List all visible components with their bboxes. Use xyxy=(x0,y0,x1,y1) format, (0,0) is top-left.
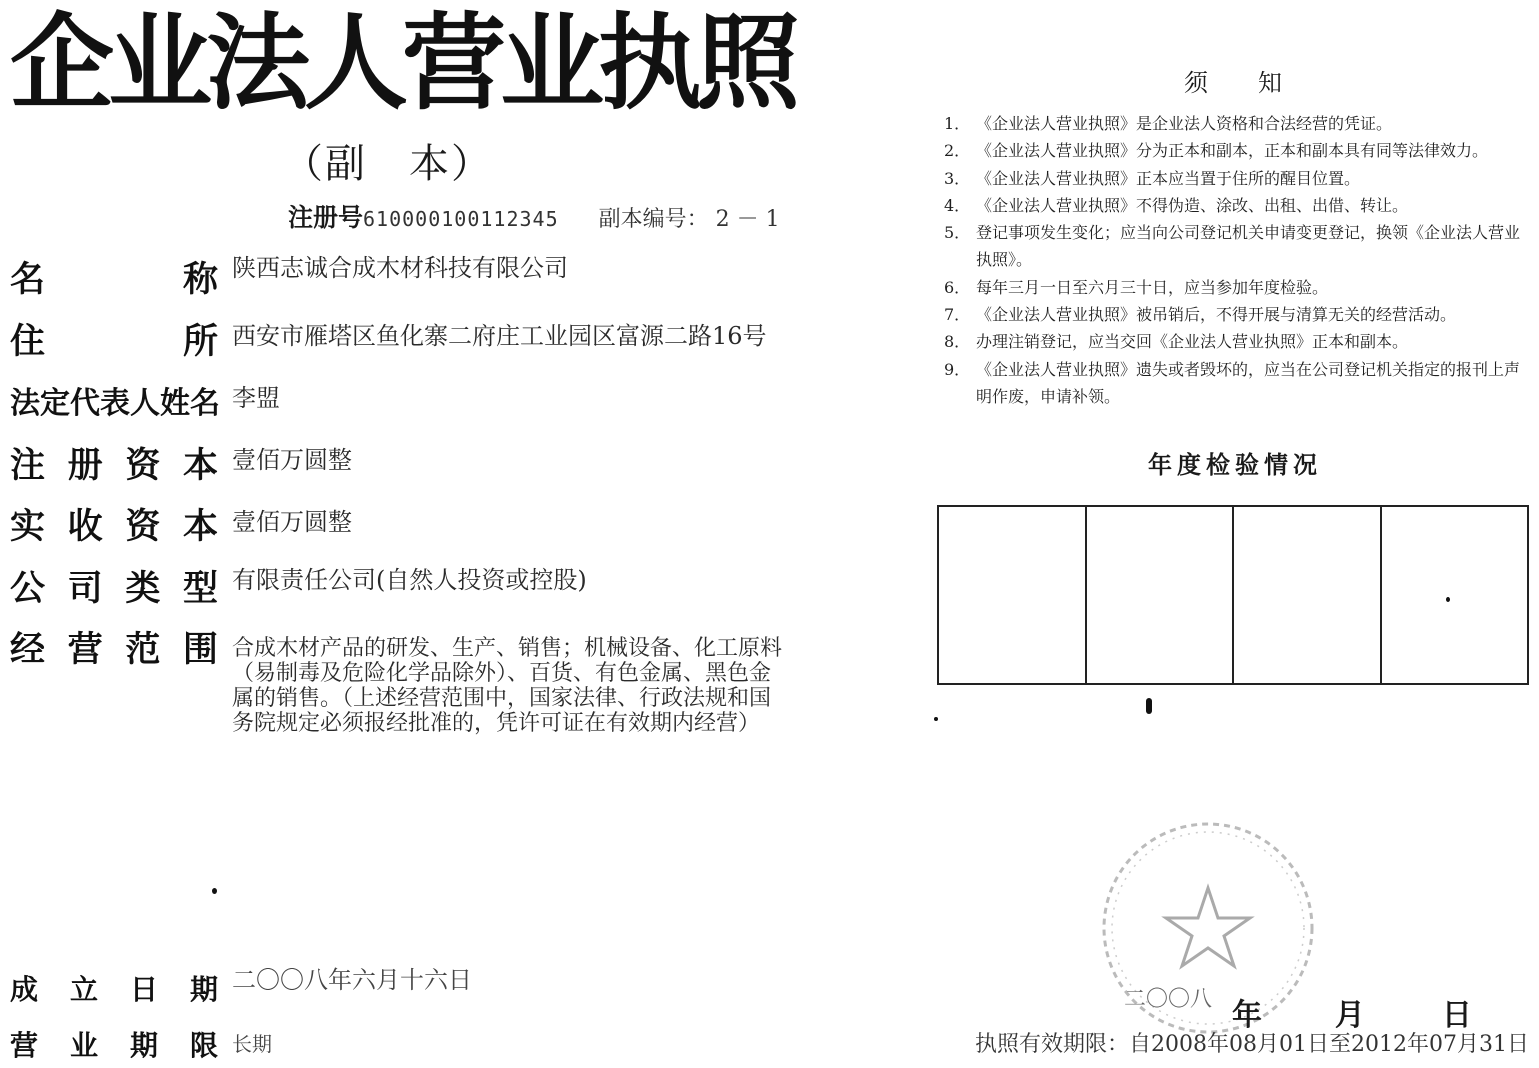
scan-speck xyxy=(212,888,217,894)
label-legal-rep: 法定代表人姓名 xyxy=(10,386,220,421)
month-label: 月 xyxy=(1334,998,1365,1033)
registration-line xyxy=(288,198,780,234)
scan-speck xyxy=(1446,597,1450,602)
year-label: 年 xyxy=(1232,998,1262,1033)
seal-date-text: 二〇〇八 xyxy=(1124,987,1213,1012)
label-address: 住 所 xyxy=(10,322,218,362)
label-name: 名 称 xyxy=(10,260,218,300)
notice-title: 须知 xyxy=(1184,69,1332,97)
notice-item: 3． 《企业法人营业执照》正本应当置于住所的醒目位置。 xyxy=(944,168,1361,188)
value-registered-capital: 壹佰万圆整 xyxy=(232,446,352,474)
label-registered-capital: 注册资本 xyxy=(10,446,218,486)
notice-list xyxy=(944,110,1534,410)
inspection-cell xyxy=(1087,507,1235,683)
label-business-term: 营业期限 xyxy=(10,1029,218,1062)
label-established-date: 成立日期 xyxy=(10,973,218,1006)
value-business-scope: 合成木材产品的研发、生产、销售；机械设备、化工原料（易制毒及危险化学品除外）、百货、有色金属、黑色金属的销售。（上述经营范围中，国家法律、行政法规和国务院规定必须报经批准的，凭许可证在有效期内经营） xyxy=(232,636,783,736)
notice-item: 7． 《企业法人营业执照》被吊销后，不得开展与清算无关的经营活动。 xyxy=(944,305,1457,325)
scan-speck xyxy=(934,717,938,721)
value-name: 陕西志诚合成木材科技有限公司 xyxy=(232,254,568,282)
registration-number: 610000100112345 xyxy=(363,207,559,231)
validity-period: 执照有效期限：自2008年08月01日至2012年07月31日 xyxy=(975,1032,1529,1057)
label-paid-capital: 实收资本 xyxy=(10,507,218,547)
label-company-type: 公司类型 xyxy=(10,569,218,609)
value-address: 西安市雁塔区鱼化寨二府庄工业园区富源二路16号 xyxy=(232,322,767,350)
notice-item: 8． 办理注销登记，应当交回《企业法人营业执照》正本和副本。 xyxy=(944,332,1409,352)
notice-item: 2． 《企业法人营业执照》分为正本和副本，正本和副本具有同等法律效力。 xyxy=(944,141,1489,161)
value-legal-rep: 李盟 xyxy=(232,384,280,412)
notice-item: 5． 登记事项发生变化；应当向公司登记机关申请变更登记，换领《企业法人营业执照》。 xyxy=(944,223,1521,270)
label-business-scope: 经营范围 xyxy=(10,630,218,670)
notice-item: 9． 《企业法人营业执照》遗失或者毁坏的，应当在公司登记机关指定的报刊上声明作废，申请补领。 xyxy=(944,359,1521,406)
notice-item: 1． 《企业法人营业执照》是企业法人资格和合法经营的凭证。 xyxy=(944,114,1393,133)
value-paid-capital: 壹佰万圆整 xyxy=(232,508,352,536)
value-established-date: 二〇〇八年六月十六日 xyxy=(232,966,472,994)
annual-inspection-title: 年度检验情况 xyxy=(1148,451,1322,479)
notice-item: 6． 每年三月一日至六月三十日，应当参加年度检验。 xyxy=(944,277,1329,297)
day-label: 日 xyxy=(1441,998,1472,1033)
scan-speck xyxy=(1146,698,1152,714)
notice-item: 4． 《企业法人营业执照》不得伪造、涂改、出租、出借、转让。 xyxy=(944,195,1409,215)
value-company-type: 有限责任公司(自然人投资或控股) xyxy=(232,566,587,594)
annual-inspection-grid xyxy=(937,505,1529,685)
value-business-term: 长期 xyxy=(232,1032,272,1056)
copy-subtitle: （副 本） xyxy=(283,141,493,187)
inspection-cell xyxy=(939,507,1087,683)
registration-label: 注册号 xyxy=(288,203,364,232)
copy-number: 副本编号： 2 － 1 xyxy=(598,207,780,232)
inspection-cell xyxy=(1382,507,1528,683)
inspection-cell xyxy=(1234,507,1382,683)
license-title: 企业法人营业执照 xyxy=(10,2,795,124)
